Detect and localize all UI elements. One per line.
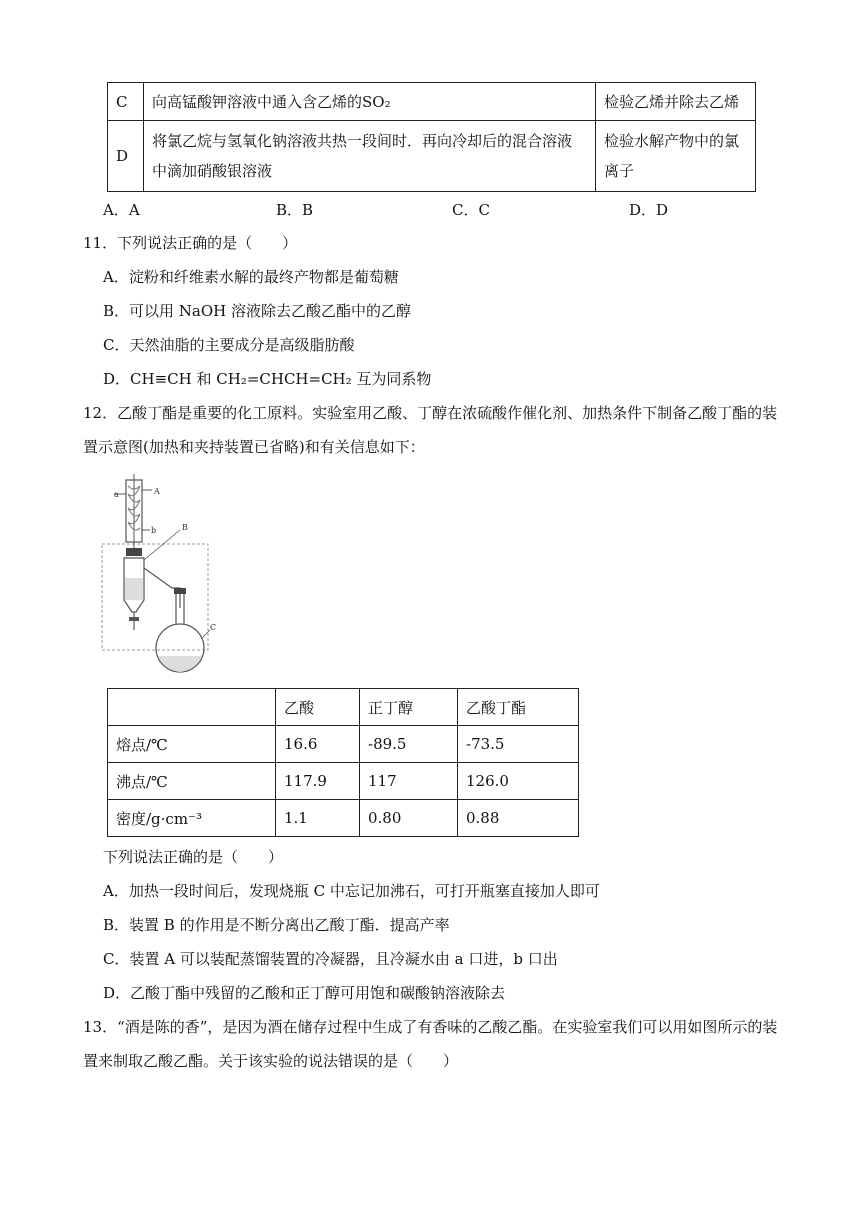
q13-stem-line-2: 置来制取乙酸乙酯。关于该实验的说法错误的是（ ）: [83, 1052, 459, 1070]
q12-option-d: D．乙酸丁酯中残留的乙酸和正丁醇可用饱和碳酸钠溶液除去: [103, 984, 506, 1002]
header-cell: 正丁醇: [360, 689, 458, 726]
table-cell: 117: [360, 763, 458, 800]
table-cell: 熔点/℃: [108, 726, 276, 763]
q12-option-b: B．装置 B 的作用是不断分离出乙酸丁酯．提高产率: [103, 916, 450, 934]
table-row: [108, 763, 579, 800]
table-cell: 沸点/℃: [108, 763, 276, 800]
table-cell: -73.5: [458, 726, 579, 763]
label-cap-a: A: [154, 487, 160, 496]
table-cell: 密度/g·cm⁻³: [108, 800, 276, 837]
table-cell: -89.5: [360, 726, 458, 763]
row-operation: [144, 121, 596, 192]
purpose-line-2: 离子: [604, 162, 635, 180]
row-purpose: 检验乙烯并除去乙烯: [596, 83, 756, 121]
option-b: B．B: [276, 201, 314, 219]
apparatus-figure: [100, 470, 220, 680]
q12-sub-stem: 下列说法正确的是（ ）: [103, 848, 284, 866]
table-header-row: [108, 689, 579, 726]
q10-table: [107, 82, 756, 192]
stopcock: [129, 617, 139, 621]
table-cell: 0.80: [360, 800, 458, 837]
label-cap-c: C: [210, 623, 217, 632]
row-operation: 向高锰酸钾溶液中通入含乙烯的SO₂: [144, 83, 596, 121]
option-a: A．A: [103, 201, 140, 219]
label-a: a: [114, 490, 119, 499]
row-label: D: [108, 121, 144, 192]
q12-option-c: C．装置 A 可以装配蒸馏装置的冷凝器，且冷凝水由 a 口进，b 口出: [103, 950, 558, 968]
table-row: [108, 726, 579, 763]
flask-liquid: [158, 656, 202, 672]
table-row: [108, 121, 756, 192]
operation-line-2: 中滴加硝酸银溶液: [152, 162, 273, 180]
row-label: C: [108, 83, 144, 121]
pointer-b: [144, 530, 180, 560]
q11-option-d: D．CH≡CH 和 CH₂=CHCH=CH₂ 互为同系物: [103, 370, 432, 388]
operation-line-1: 将氯乙烷与氢氧化钠溶液共热一段间时．再向冷却后的混合溶液: [152, 132, 573, 150]
q12-stem-line-1: 12．乙酸丁酯是重要的化工原料。实验室用乙酸、丁醇在浓硫酸作催化剂、加热条件下制备乙酸丁酯的装: [83, 404, 778, 422]
table-row: [108, 83, 756, 121]
table-cell: 117.9: [276, 763, 360, 800]
q10-options: [0, 199, 860, 221]
purpose-line-1: 检验水解产物中的氯: [604, 132, 740, 150]
table-row: [108, 800, 579, 837]
label-b: b: [151, 526, 157, 535]
row-purpose: [596, 121, 756, 192]
table-cell: 1.1: [276, 800, 360, 837]
q11-option-a: A．淀粉和纤维素水解的最终产物都是葡萄糖: [103, 268, 399, 286]
q12-option-a: A．加热一段时间后，发现烧瓶 C 中忘记加沸石，可打开瓶塞直接加人即可: [103, 882, 600, 900]
separator-liquid: [125, 578, 143, 600]
header-cell: 乙酸: [276, 689, 360, 726]
q11-option-c: C．天然油脂的主要成分是高级脂肪酸: [103, 336, 355, 354]
q11-stem: 11．下列说法正确的是（ ）: [83, 234, 298, 252]
option-d: D．D: [629, 201, 669, 219]
flask-stopper: [174, 588, 186, 594]
q12-stem-line-2: 置示意图(加热和夹持装置已省略)和有关信息如下：: [83, 438, 425, 456]
stopper: [126, 548, 142, 556]
dashed-frame: [102, 544, 208, 650]
option-c: C．C: [452, 201, 490, 219]
properties-table: [107, 688, 579, 837]
q13-stem-line-1: 13．“酒是陈的香”，是因为酒在储存过程中生成了有香味的乙酸乙酯。在实验室我们可以用如图所示的装: [83, 1018, 778, 1036]
header-cell: 乙酸丁酯: [458, 689, 579, 726]
label-cap-b: B: [182, 523, 188, 532]
header-cell: [108, 689, 276, 726]
q11-option-b: B．可以用 NaOH 溶液除去乙酸乙酯中的乙醇: [103, 302, 412, 320]
table-cell: 16.6: [276, 726, 360, 763]
pointer-c: [202, 630, 210, 638]
table-cell: 126.0: [458, 763, 579, 800]
table-cell: 0.88: [458, 800, 579, 837]
